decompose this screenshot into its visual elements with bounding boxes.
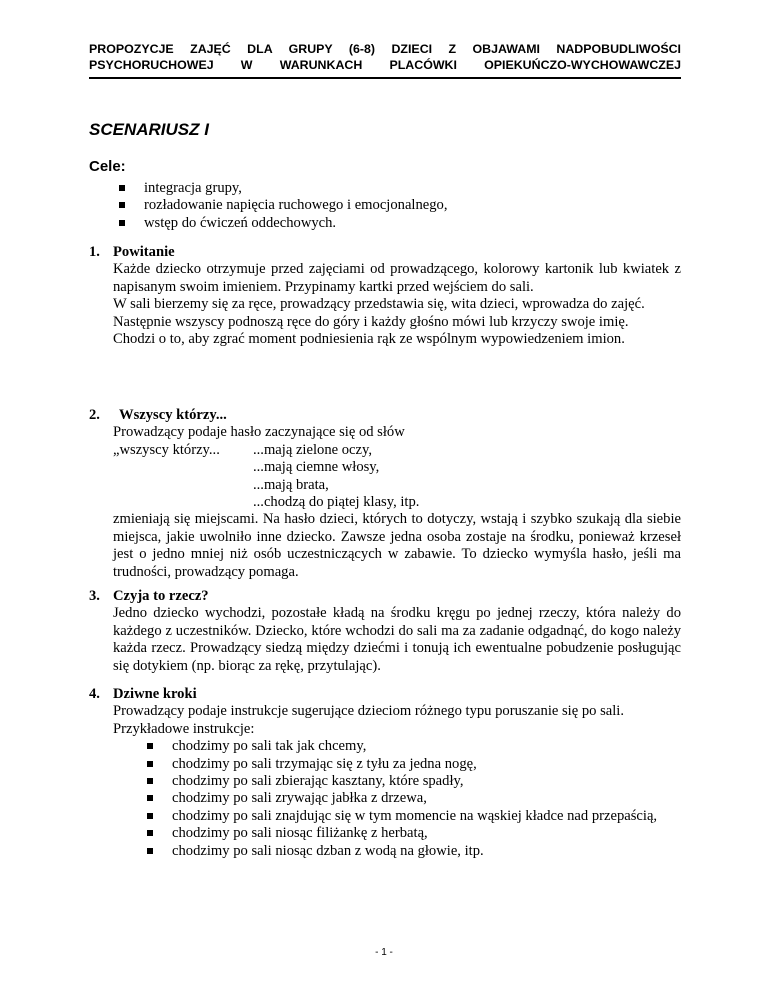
list-item: chodzimy po sali znajdując się w tym momencie na wąskiej kładce nad przepaścią, bbox=[145, 808, 681, 825]
quote-block bbox=[113, 442, 681, 512]
paragraph: W sali bierzemy się za ręce, prowadzący przedstawia się, wita dzieci, wprowadza do zajęć. bbox=[113, 296, 645, 313]
section-number: 2. bbox=[89, 407, 100, 423]
header-line-2: PSYCHORUCHOWEJ W WARUNKACH PLACÓWKI OPIEKUŃCZO-WYCHOWAWCZEJ bbox=[89, 58, 681, 72]
list-item: wstęp do ćwiczeń oddechowych. bbox=[117, 215, 448, 232]
page-title: SCENARIUSZ I bbox=[89, 120, 209, 139]
list-item: chodzimy po sali niosąc filiżankę z herbatą, bbox=[145, 825, 681, 842]
paragraph: Następnie wszyscy podnoszą ręce do góry i każdy głośno mówi lub krzyczy swoje imię. bbox=[113, 313, 629, 330]
running-header bbox=[89, 41, 681, 79]
quote-line: ...mają zielone oczy, bbox=[253, 441, 372, 458]
goals-heading: Cele: bbox=[89, 158, 126, 175]
header-line-1: PROPOZYCJE ZAJĘĆ DLA GRUPY (6-8) DZIECI Z OBJAWAMI NADPOBUDLIWOŚCI bbox=[89, 42, 681, 56]
paragraph: Prowadzący podaje instrukcje sugerujące dzieciom różnego typu poruszanie się po sali. bbox=[113, 703, 625, 720]
list-heading: Przykładowe instrukcje: bbox=[113, 720, 255, 737]
paragraph: Chodzi o to, aby zgrać moment podniesienia rąk ze wspólnym wypowiedzeniem imion. bbox=[113, 331, 625, 348]
section-body bbox=[113, 424, 681, 581]
quote-line: ...mają ciemne włosy, bbox=[253, 459, 380, 476]
quote-lines bbox=[253, 442, 419, 512]
list-item: chodzimy po sali trzymając się z tyłu za jedna nogę, bbox=[145, 756, 681, 773]
section-title: Dziwne kroki bbox=[113, 686, 197, 702]
section-4 bbox=[89, 686, 681, 860]
list-item: chodzimy po sali zrywając jabłka z drzewa, bbox=[145, 790, 681, 807]
section-title: Czyja to rzecz? bbox=[113, 588, 209, 604]
list-item: rozładowanie napięcia ruchowego i emocjonalnego, bbox=[117, 197, 448, 214]
quote-lead: „wszyscy którzy... bbox=[113, 441, 220, 458]
list-item: chodzimy po sali zbierając kasztany, które spadły, bbox=[145, 773, 681, 790]
section-number: 3. bbox=[89, 588, 100, 604]
section-title: Wszyscy którzy... bbox=[119, 407, 227, 423]
instructions-list bbox=[113, 738, 681, 860]
section-number: 1. bbox=[89, 244, 100, 260]
list-item: chodzimy po sali niosąc dzban z wodą na głowie, itp. bbox=[145, 843, 681, 860]
section-body bbox=[113, 703, 681, 860]
section-2 bbox=[89, 407, 681, 581]
paragraph: Prowadzący podaje hasło zaczynające się od słów bbox=[113, 424, 405, 441]
goals-list bbox=[117, 180, 448, 232]
page-number: - 1 - bbox=[375, 947, 393, 958]
quote-line: ...chodzą do piątej klasy, itp. bbox=[253, 494, 420, 511]
list-item: chodzimy po sali tak jak chcemy, bbox=[145, 738, 681, 755]
section-3 bbox=[89, 588, 681, 675]
section-title: Powitanie bbox=[113, 244, 175, 260]
paragraph: zmieniają się miejscami. Na hasło dzieci, których to dotyczy, wstają i szybko szukają dla siebie miejsca, jakie uwolniło inne dziecko. Zawsze jedna osoba zostaje na środku, ponieważ krzeseł jest o jedno mniej niż osób uczestniczących w zabawie. To dziecko wymyśla hasło, jeśli ma trudności, prowadzący pomaga. bbox=[113, 511, 681, 580]
quote-line: ...mają brata, bbox=[253, 476, 329, 493]
section-1 bbox=[89, 244, 681, 348]
section-body bbox=[113, 261, 681, 348]
paragraph: Każde dziecko otrzymuje przed zajęciami od prowadzącego, kolorowy kartonik lub kwiatek z napisanym swoim imieniem. Przypinamy kartki przed wejściem do sali. bbox=[113, 261, 681, 295]
list-item: integracja grupy, bbox=[117, 180, 448, 197]
section-number: 4. bbox=[89, 686, 100, 702]
paragraph: Jedno dziecko wychodzi, pozostałe kładą na środku kręgu po jednej rzeczy, która należy do każdego z uczestników. Dziecko, które wchodzi do sali ma za zadanie odgadnąć, do kogo należy każda rzecz. Prowadzący siedzą między dziećmi i tonują ich ewentualne pobudzenie posługując się dotykiem (np. biorąc za rękę, przytulając). bbox=[113, 605, 681, 674]
section-body bbox=[113, 605, 681, 675]
